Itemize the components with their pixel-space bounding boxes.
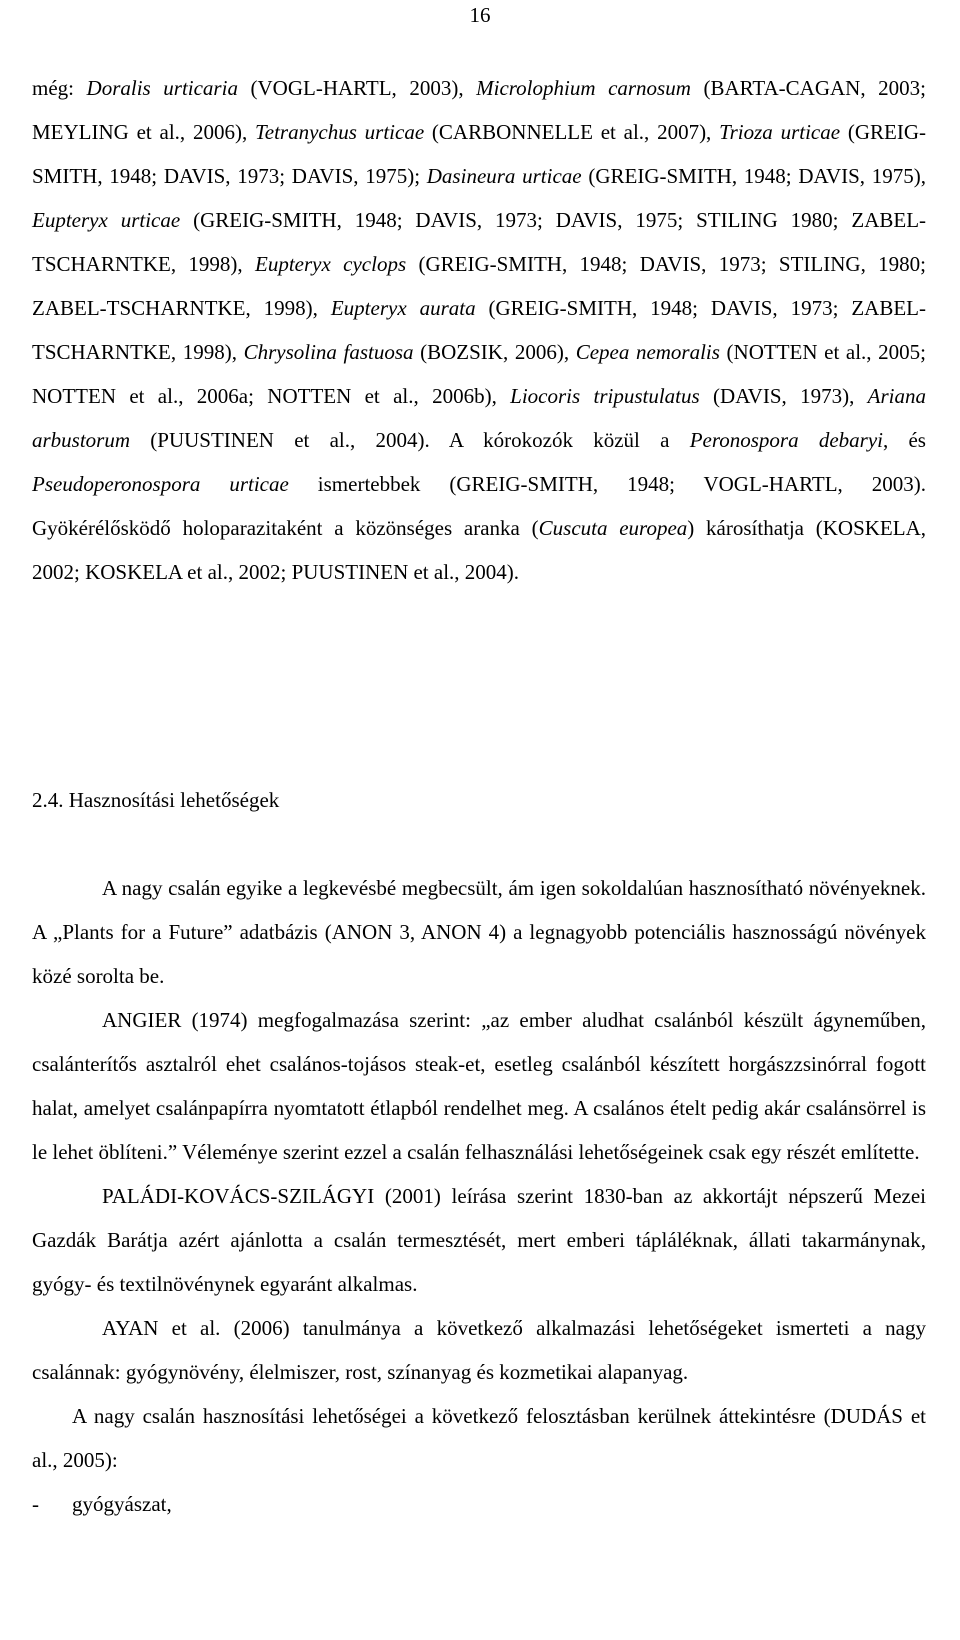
text-run: ismertebbek (GREIG-SMITH, 1948; VOGL-HARTL, 2003). Gyökérélősködő holoparazitaként a közönséges aranka ( — [32, 472, 926, 540]
text-run: (GREIG-SMITH, 1948; DAVIS, 1973; STILING, 1980; ZABEL-TSCHARNTKE, 1998), — [32, 252, 926, 320]
text-run: (DAVIS, 1973), — [699, 384, 868, 408]
text-run: ) károsíthatja (KOSKELA, 2002; KOSKELA et al., 2002; PUUSTINEN et al., 2004). — [32, 516, 927, 584]
list-item-text: gyógyászat, — [72, 1492, 172, 1516]
species-name: Liocoris tripustulatus — [510, 384, 700, 408]
species-name: Ariana arbustorum — [32, 384, 926, 452]
list-dash: - — [32, 1492, 39, 1516]
text-run: (PUUSTINEN et al., 2004). A kórokozók közül a — [130, 428, 690, 452]
species-name: Trioza urticae — [719, 120, 841, 144]
text-run: (GREIG-SMITH, 1948; DAVIS, 1975), — [581, 164, 926, 188]
species-name: Cuscuta europea — [538, 516, 688, 540]
species-name: Microlophium carnosum — [476, 76, 691, 100]
species-name: Eupteryx urticae — [32, 208, 181, 232]
species-name: Eupteryx aurata — [330, 296, 476, 320]
species-name: Tetranychus urticae — [255, 120, 425, 144]
body-text — [32, 66, 926, 594]
species-name: Peronospora debaryi — [689, 428, 883, 452]
paragraph-pests-pathogens — [32, 66, 926, 594]
paragraph-paladi: PALÁDI-KOVÁCS-SZILÁGYI (2001) leírása szerint 1830-ban az akkortájt népszerű Mezei Gazdák Barátja azért ajánlotta a csalán termesztését, mert emberi tápláléknak, állati takarmánynak, gyógy- és textilnövénynek egyaránt alkalmas. — [32, 1184, 926, 1296]
species-name: Eupteryx cyclops — [255, 252, 407, 276]
list-item — [32, 1482, 926, 1526]
section-heading-block — [32, 778, 926, 822]
species-name: Dasineura urticae — [426, 164, 582, 188]
text-run: (NOTTEN et al., 2005; NOTTEN et al., 2006a; NOTTEN et al., 2006b), — [32, 340, 927, 408]
species-name: Pseudoperonospora urticae — [32, 472, 289, 496]
text-run: (GREIG-SMITH, 1948; DAVIS, 1973; DAVIS, 1975; STILING 1980; ZABEL-TSCHARNTKE, 1998), — [32, 208, 927, 276]
section-heading: 2.4. Hasznosítási lehetőségek — [32, 788, 280, 812]
page-number: 16 — [469, 3, 491, 27]
text-run: (GREIG-SMITH, 1948; DAVIS, 1973; ZABEL-TSCHARNTKE, 1998), — [32, 296, 926, 364]
species-name: Cepea nemoralis — [575, 340, 720, 364]
text-run: (BOZSIK, 2006), — [413, 340, 576, 364]
species-name: Doralis urticaria — [86, 76, 238, 100]
paragraph-angier: ANGIER (1974) megfogalmazása szerint: „az ember aludhat csalánból készült ágyneműben, csalánterítős asztalról ehet csalános-tojásos steak-et, esetleg csalánból készített horgászzsinórral fogott halat, amelyet csalánpapírra nyomtatott étlapból rendelhet meg. A csalános ételt pedig akár csalánsörrel is le lehet öblíteni.” Véleménye szerint ezzel a csalán felhasználási lehetőségeinek csak egy részét említette. — [32, 1008, 926, 1164]
text-run: (GREIG-SMITH, 1948; DAVIS, 1973; DAVIS, 1975); — [32, 120, 926, 188]
paragraph-ayan: AYAN et al. (2006) tanulmánya a következő alkalmazási lehetőségeket ismerteti a nagy csalánnak: gyógynövény, élelmiszer, rost, színanyag és kozmetikai alapanyag. — [32, 1316, 926, 1384]
text-run: (VOGL-HARTL, 2003), — [237, 76, 477, 100]
text-run: , és — [882, 428, 926, 452]
text-run: (CARBONNELLE et al., 2007), — [424, 120, 720, 144]
species-name: Chrysolina fastuosa — [243, 340, 414, 364]
text-run: (BARTA-CAGAN, 2003; MEYLING et al., 2006), — [32, 76, 926, 144]
paragraph-intro: A nagy csalán egyike a legkevésbé megbecsült, ám igen sokoldalúan hasznosítható növényeknek. A „Plants for a Future” adatbázis (ANON 3, ANON 4) a legnagyobb potenciális hasznosságú növények közé sorolta be. — [32, 876, 926, 988]
paragraph-dudas: A nagy csalán hasznosítási lehetőségei a következő felosztásban kerülnek áttekintésre (DUDÁS et al., 2005): — [32, 1404, 926, 1472]
section-body — [32, 866, 926, 1526]
text-run: még: — [32, 76, 87, 100]
